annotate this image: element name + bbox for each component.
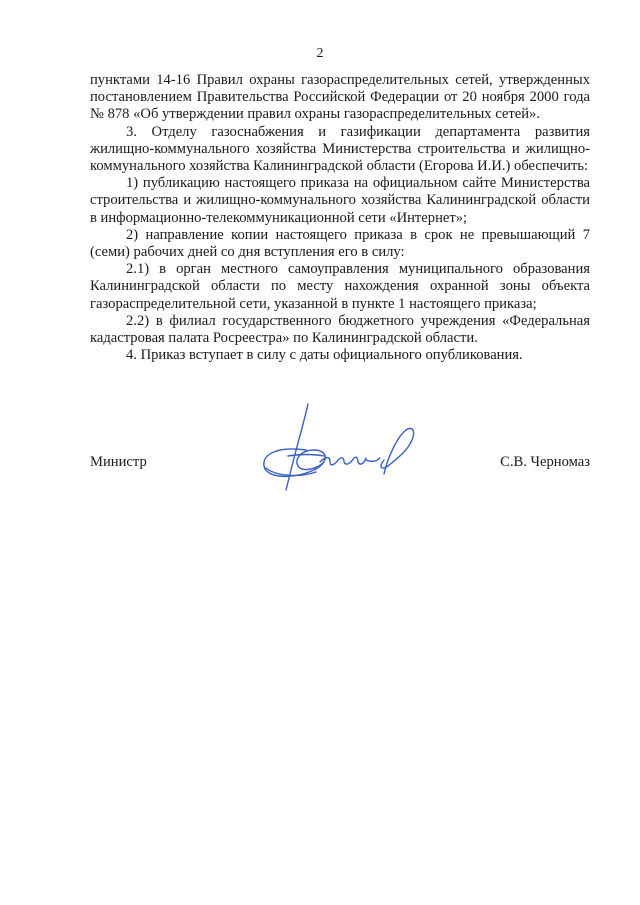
- paragraph-6: 2.2) в филиал государственного бюджетного учреждения «Федеральная кадастровая палата Росреестра» по Калининградской области.: [90, 312, 590, 347]
- paragraph-4: 2) направление копии настоящего приказа в срок не превышающий 7 (семи) рабочих дней со дня вступления его в силу:: [90, 226, 590, 261]
- paragraph-1: пунктами 14-16 Правил охраны газораспределительных сетей, утвержденных постановлением Правительства Российской Федерации от 20 ноября 2000 года № 878 «Об утверждении правил охраны газораспределительных сетей».: [90, 72, 590, 123]
- document-body: [90, 72, 590, 364]
- page-number: 2: [316, 46, 324, 61]
- signatory-name: С.В. Черномаз: [500, 454, 590, 470]
- signatory-title: Министр: [90, 454, 147, 470]
- signature-block: [90, 396, 590, 496]
- paragraph-3: 1) публикацию настоящего приказа на официальном сайте Министерства строительства и жилищно-коммунального хозяйства Калининградской области в информационно-телекоммуникационной сети «Интернет»;: [90, 175, 590, 226]
- paragraph-5: 2.1) в орган местного самоуправления муниципального образования Калининградской области по месту нахождения охранной зоны объекта газораспределительной сети, указанной в пункте 1 настоящего приказа;: [90, 261, 590, 312]
- handwritten-signature: [258, 396, 418, 496]
- paragraph-2: 3. Отделу газоснабжения и газификации департамента развития жилищно-коммунального хозяйства Министерства строительства и жилищно-коммунального хозяйства Калининградской области (Егорова И.И.) обеспечить:: [90, 123, 590, 175]
- paragraph-7: 4. Приказ вступает в силу с даты официального опубликования.: [126, 347, 523, 364]
